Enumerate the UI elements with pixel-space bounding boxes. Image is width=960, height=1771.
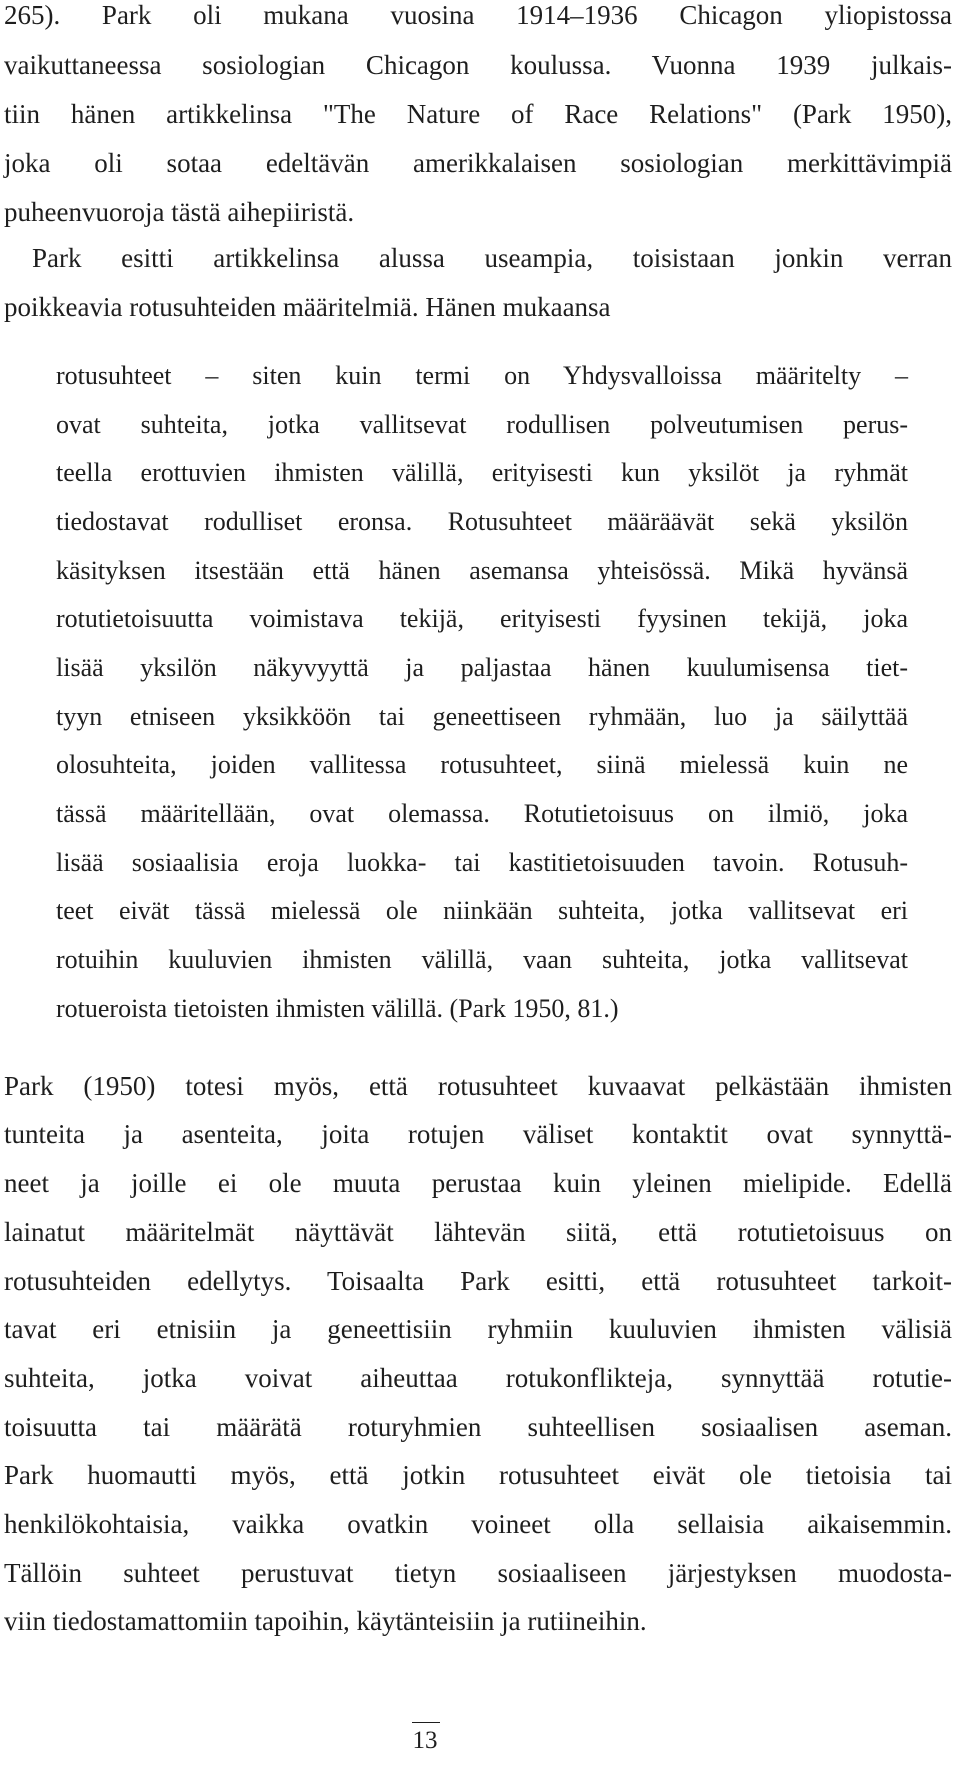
quote-line: teet eivät tässä mielessä ole niinkään suhteita, jotka vallitsevat eri — [56, 896, 908, 925]
intro-line: tiin hänen artikkelinsa "The Nature of Race Relations" (Park 1950), — [4, 99, 952, 129]
quote-line: lisää sosiaalisia eroja luokka- tai kastitietoisuuden tavoin. Rotusuh- — [56, 848, 908, 877]
quote-line: rotutietoisuutta voimistava tekijä, erityisesti fyysinen tekijä, joka — [56, 604, 908, 633]
quote-line: tiedostavat rodulliset eronsa. Rotusuhteet määräävät sekä yksilön — [56, 507, 908, 536]
quote-line: tässä määritellään, ovat olemassa. Rotutietoisuus on ilmiö, joka — [56, 799, 908, 828]
closing-line: neet ja joille ei ole muuta perustaa kuin yleinen mielipide. Edellä — [4, 1168, 952, 1198]
lead-line: Park esitti artikkelinsa alussa useampia, toisistaan jonkin verran — [32, 243, 952, 273]
intro-line: 265). Park oli mukana vuosina 1914–1936 Chicagon yliopistossa — [4, 0, 952, 30]
closing-line: henkilökohtaisia, vaikka ovatkin voineet olla sellaisia aikaisemmin. — [4, 1509, 952, 1539]
quote-line: käsityksen itsestään että hänen asemansa yhteisössä. Mikä hyvänsä — [56, 556, 908, 585]
quote-line: lisää yksilön näkyvyyttä ja paljastaa hänen kuulumisensa tiet- — [56, 653, 908, 682]
lead-line: poikkeavia rotusuhteiden määritelmiä. Hänen mukaansa — [4, 292, 611, 322]
page-number: 13 — [412, 1727, 438, 1754]
intro-line: vaikuttaneessa sosiologian Chicagon koulussa. Vuonna 1939 julkais- — [4, 50, 952, 80]
quote-line: ovat suhteita, jotka vallitsevat rodullisen polveutumisen perus- — [56, 410, 908, 439]
closing-line: toisuutta tai määrätä roturyhmien suhteellisen sosiaalisen aseman. — [4, 1412, 952, 1442]
closing-line: tunteita ja asenteita, joita rotujen väliset kontaktit ovat synnyttä- — [4, 1119, 952, 1149]
closing-line: Park huomautti myös, että jotkin rotusuhteet eivät ole tietoisia tai — [4, 1460, 952, 1490]
closing-line: tavat eri etnisiin ja geneettisiin ryhmiin kuuluvien ihmisten välisiä — [4, 1314, 952, 1344]
closing-line: Tällöin suhteet perustuvat tietyn sosiaaliseen järjestyksen muodosta- — [4, 1558, 952, 1588]
quote-line: rotusuhteet – siten kuin termi on Yhdysvalloissa määritelty – — [56, 361, 908, 390]
closing-line: rotusuhteiden edellytys. Toisaalta Park esitti, että rotusuhteet tarkoit- — [4, 1266, 952, 1296]
quote-line: rotueroista tietoisten ihmisten välillä. (Park 1950, 81.) — [56, 994, 619, 1023]
closing-line: lainatut määritelmät näyttävät lähtevän siitä, että rotutietoisuus on — [4, 1217, 952, 1247]
closing-line: Park (1950) totesi myös, että rotusuhteet kuvaavat pelkästään ihmisten — [4, 1071, 952, 1101]
page-number-rule — [412, 1722, 440, 1723]
intro-line: joka oli sotaa edeltävän amerikkalaisen sosiologian merkittävimpiä — [4, 148, 952, 178]
closing-line: viin tiedostamattomiin tapoihin, käytänteisiin ja rutiineihin. — [4, 1606, 647, 1636]
intro-line: puheenvuoroja tästä aihepiiristä. — [4, 197, 355, 227]
quote-line: rotuihin kuuluvien ihmisten välillä, vaan suhteita, jotka vallitsevat — [56, 945, 908, 974]
quote-line: olosuhteita, joiden vallitessa rotusuhteet, siinä mielessä kuin ne — [56, 750, 908, 779]
closing-line: suhteita, jotka voivat aiheuttaa rotukonflikteja, synnyttää rotutie- — [4, 1363, 952, 1393]
quote-line: teella erottuvien ihmisten välillä, erityisesti kun yksilöt ja ryhmät — [56, 458, 908, 487]
quote-line: tyyn etniseen yksikköön tai geneettiseen ryhmään, luo ja säilyttää — [56, 702, 908, 731]
